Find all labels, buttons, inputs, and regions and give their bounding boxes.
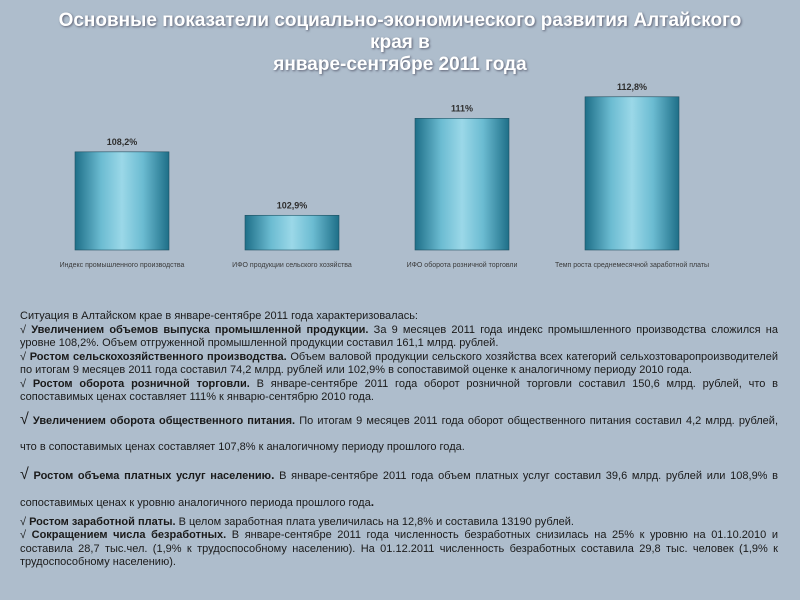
check-icon: √ [20,323,27,336]
bar-1 [75,152,169,250]
check-icon: √ [20,529,27,541]
item-agriculture-head: Ростом сельскохозяйственного производства. [29,350,287,363]
item-catering-head: Увеличением оборота общественного питания. [32,414,296,427]
check-icon: √ [20,350,27,363]
item-retail-head: Ростом оборота розничной торговли. [32,377,250,390]
item-wages-body: В целом заработная плата увеличилась на 12,8% и составила 13190 рублей. [178,515,574,528]
check-icon: √ [20,465,29,483]
check-icon: √ [20,377,27,390]
item-wages-head: Ростом заработной платы. [29,515,176,528]
bar-4 [585,97,679,250]
data-label-2: 102,9% [276,200,308,211]
item-industry-body: За 9 месяцев 2011 года индекс промышленного производства сложился на уровне 108,2%. Объем отгруженной промышленной продукции составил 161,1 млрд. рублей. [20,323,779,349]
item-services [20,462,778,516]
title-line-1: Основные показатели социально-экономического развития Алтайского края в [58,10,742,53]
bar-2 [245,215,339,250]
item-catering [20,407,778,460]
item-unemployment [20,529,778,570]
item-services-head-end: . [271,467,275,482]
data-label-4: 112,8% [616,81,648,92]
bar-3 [415,118,509,250]
item-retail-body: В январе-сентябре 2011 года оборот розничной торговли составил 150,6 млрд. рублей, что в сопоставимых ценах составляет 111% к январю-сентябрю 2010 года. [20,377,779,403]
description-text [20,310,778,570]
item-unemployment-head: Сокращением числа безработных. [31,529,227,541]
item-agriculture-body: Объем валовой продукции сельского хозяйства всех категорий сельхозтоваропроизводителей по итогам 9 месяцев 2011 года составил 74,2 млрд. рублей или 102,9% в сопоставимой оценке к аналогичному периоду 2010 года. [20,350,778,376]
item-agriculture [20,351,778,378]
item-industry [20,324,778,351]
data-label-1: 108,2% [106,136,138,147]
category-label-1: Индекс промышленного производства [59,262,185,269]
item-catering-body: По итогам 9 месяцев 2011 года оборот общественного питания составил 4,2 млрд. рублей, что в сопоставимых ценах составляет 107,8% к аналогичному периоду прошлого года. [20,414,778,453]
category-label-3: ИФО оборота розничной торговли [406,262,518,269]
item-industry-head: Увеличением объемов выпуска промышленной продукции. [31,323,369,336]
data-label-3: 111% [450,103,474,114]
item-wages [20,516,778,530]
check-icon: √ [20,515,27,528]
category-label-2: ИФО продукции сельского хозяйства [232,262,352,269]
title-line-2: январе-сентябре 2011 года [273,54,527,75]
item-services-head: Ростом объема платных услуг населению [33,469,272,482]
item-services-body-end: . [370,494,375,509]
item-unemployment-body: В январе-сентябре 2011 года численность безработных снизилась на 25% к уровню на 01.10.2010 и составила 28,7 тыс.чел. (1,9% к трудоспособному населению). На 01.12.2011 численность безработных составила 29,8 тыс. человек (1,9% к трудоспособному населению). [20,529,778,568]
intro-line: Ситуация в Алтайском крае в январе-сентябре 2011 года характеризовалась: [20,310,418,322]
category-label-4: Темп роста среднемесячной заработной платы [554,262,710,269]
item-retail [20,378,778,405]
item-services-body: В январе-сентябре 2011 года объем платных услуг составил 39,6 млрд. рублей или 108,9% в сопоставимых ценах к уровню аналогичного периода прошлого года [20,469,779,509]
check-icon: √ [20,410,29,428]
